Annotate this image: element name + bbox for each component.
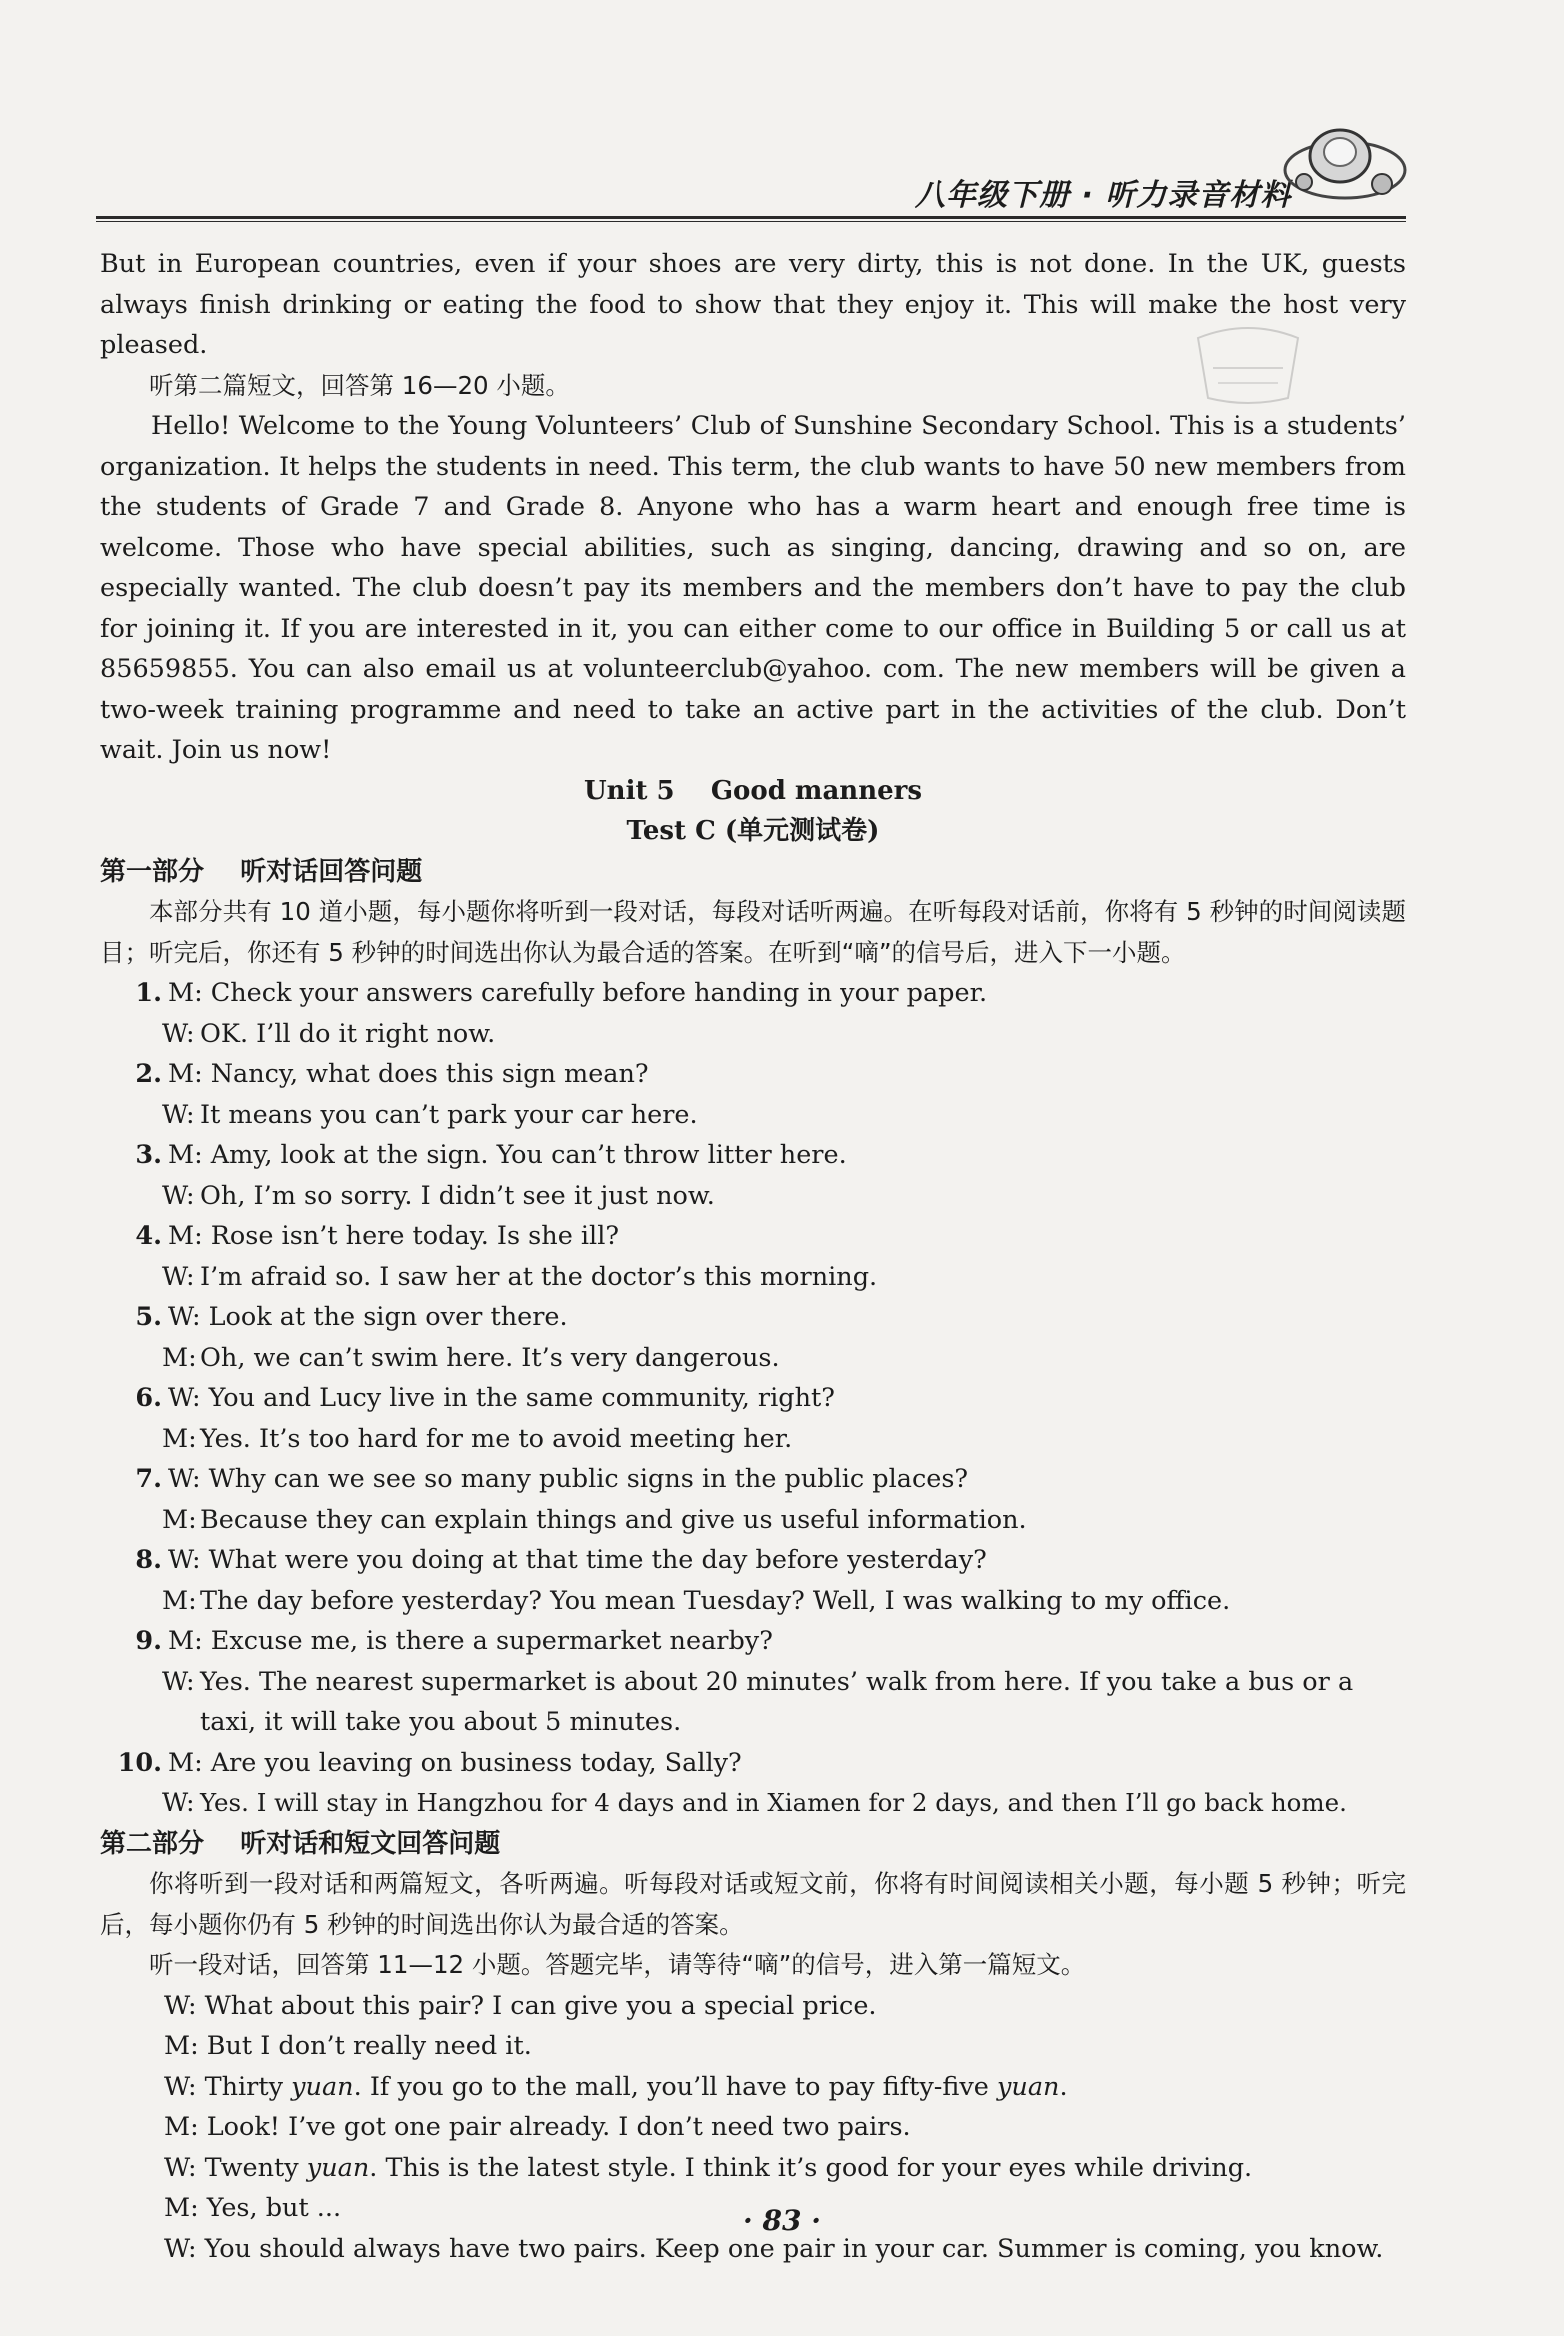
text-italic: yuan (997, 2071, 1060, 2102)
header-rule-thin (96, 221, 1406, 222)
part1-instruction: 本部分共有 10 道小题，每小题你将听到一段对话，每段对话听两遍。在听每段对话前，你将有 5 秒钟的时间阅读题目；听完后，你还有 5 秒钟的时间选出你认为最合适的答案。在听到“嘀”的信号后，进入下一小题。 (100, 897, 1406, 967)
part2-dialogue-instruction: 听一段对话，回答第 11—12 小题。答题完毕，请等待“嘀”的信号，进入第一篇短文。 (149, 1950, 1086, 1979)
list-item (100, 1743, 1406, 1784)
speaker: M: (168, 1059, 203, 1089)
item-number: 9. (135, 1626, 162, 1656)
list-item (100, 1176, 1406, 1217)
dialogue-line: I’m afraid so. I saw her at the doctor’s this morning. (200, 1261, 878, 1292)
dialogue-line: Amy, look at the sign. You can’t throw litter here. (210, 1140, 847, 1170)
list-item (100, 1419, 1406, 1460)
dialogue-line: Are you leaving on business today, Sally? (210, 1747, 742, 1778)
part2-instruction: 你将听到一段对话和两篇短文，各听两遍。听每段对话或短文前，你将有时间阅读相关小题，每小题 5 秒钟；听完后，每小题你仍有 5 秒钟的时间选出你认为最合适的答案。 (100, 1869, 1406, 1939)
dialogue-line: Yes, but ... (206, 2193, 342, 2223)
speaker: M: (168, 978, 203, 1008)
speaker: W: (162, 1666, 195, 1697)
list-item (100, 1459, 1406, 1500)
dialogue-line: Oh, I’m so sorry. I didn’t see it just now. (200, 1180, 715, 1211)
list-item (100, 1054, 1406, 1095)
part1-heading (100, 852, 1406, 893)
speaker: M: (162, 1342, 197, 1373)
text-part: . This is the latest style. I think it’s good for your eyes while driving. (369, 2152, 1253, 2183)
intro-paragraph: But in European countries, even if your shoes are very dirty, this is not done. In the UK, guests always finish drinking or eating the food to show that they enjoy it. This will make the host very pleased. (100, 249, 1406, 360)
speaker: M: (164, 2031, 199, 2061)
dialogue-line: Check your answers carefully before handing in your paper. (210, 978, 988, 1008)
passage2-instruction: 听第二篇短文，回答第 16—20 小题。 (149, 370, 570, 400)
unit-title (100, 771, 1406, 812)
speaker: M: (168, 1747, 203, 1778)
text-part: . (1059, 2071, 1068, 2102)
dialogue-line: Rose isn’t here today. Is she ill? (210, 1221, 620, 1251)
part1-items (100, 973, 1406, 1824)
headphones-logo-icon (1280, 122, 1410, 212)
dialogue-line: OK. I’ll do it right now. (200, 1018, 496, 1049)
dialogue-line: Why can we see so many public signs in the public places? (208, 1464, 969, 1494)
item-number: 3. (135, 1140, 162, 1170)
list-item (164, 1986, 1406, 2027)
list-item (100, 1338, 1406, 1379)
part2-heading-text: 第二部分 听对话和短文回答问题 (100, 1828, 501, 1859)
speaker: W: (164, 2233, 197, 2264)
speaker: M: (168, 1626, 203, 1656)
list-item (100, 1540, 1406, 1581)
list-item (100, 1297, 1406, 1338)
dialogue-line: Yes. I will stay in Hangzhou for 4 days and in Xiamen for 2 days, and then I’ll go back home. (200, 1788, 1347, 1817)
speaker: W: (168, 1383, 201, 1413)
item-number: 5. (135, 1302, 162, 1332)
item-number: 2. (135, 1059, 162, 1089)
test-title: Test C (单元测试卷) (626, 816, 880, 846)
item-number: 8. (135, 1545, 162, 1575)
unit-title-text: Unit 5 Good manners (584, 775, 922, 806)
list-item (100, 1500, 1406, 1541)
speaker: W: (164, 2152, 197, 2183)
dialogue-line: You and Lucy live in the same community, right? (208, 1383, 835, 1413)
text-part: Thirty (204, 2071, 292, 2102)
dialogue-line: Oh, we can’t swim here. It’s very dangerous. (200, 1342, 780, 1373)
speaker: W: (162, 1099, 195, 1130)
part2-heading (100, 1824, 1406, 1865)
dialogue-line (205, 2148, 1406, 2189)
list-item (100, 1783, 1406, 1824)
dialogue-line: Yes. The nearest supermarket is about 20 minutes’ walk from here. If you take a bus or a (200, 1666, 1354, 1697)
speaker: M: (164, 2193, 199, 2223)
item-number: 4. (135, 1221, 162, 1251)
dialogue-line: It means you can’t park your car here. (200, 1099, 698, 1130)
speaker: M: (162, 1585, 197, 1616)
speaker: M: (162, 1504, 197, 1535)
dialogue-line: What about this pair? I can give you a special price. (204, 1990, 877, 2021)
page-number: · 83 · (743, 2204, 821, 2237)
item-number: 7. (135, 1464, 162, 1494)
dialogue-line: Look! I’ve got one pair already. I don’t need two pairs. (206, 2112, 911, 2142)
list-item (100, 1135, 1406, 1176)
dialogue-line: Yes. It’s too hard for me to avoid meeting her. (200, 1423, 793, 1454)
dialogue-line: But I don’t really need it. (206, 2031, 532, 2061)
speaker: W: (168, 1302, 201, 1332)
passage2-text: Hello! Welcome to the Young Volunteers’ Club of Sunshine Secondary School. This is a students’ organization. It helps the students in need. This term, the club wants to have 50 new members from the students of Grade 7 and Grade 8. Anyone who has a warm heart and enough free time is welcome. Those who have special abilities, such as singing, dancing, drawing and so on, are especially wanted. The club doesn’t pay its members and the members don’t have to pay the club for joining it. If you are interested in it, you can either come to our office in Building 5 or call us at 85659855. You can also email us at volunteerclub@yahoo. com. The new members will be given a two-week training programme and need to take an active part in the activities of the club. Don’t wait. Join us now! (100, 411, 1406, 765)
list-item (100, 1257, 1406, 1298)
speaker: W: (168, 1545, 201, 1575)
text-italic: yuan (291, 2071, 354, 2102)
header-rule (96, 216, 1406, 219)
list-item (100, 1216, 1406, 1257)
list-item (100, 973, 1406, 1014)
speaker: M: (162, 1423, 197, 1454)
speaker: M: (168, 1140, 203, 1170)
list-item (100, 1378, 1406, 1419)
text-italic: yuan (306, 2152, 370, 2183)
dialogue-line: Because they can explain things and give us useful information. (200, 1504, 1027, 1535)
dialogue-line-continued: taxi, it will take you about 5 minutes. (200, 1707, 682, 1737)
speaker: W: (162, 1261, 195, 1292)
list-item (100, 1095, 1406, 1136)
list-item (100, 1014, 1406, 1055)
list-item (164, 2026, 1406, 2067)
list-item (100, 1662, 1406, 1703)
list-item (100, 1621, 1406, 1662)
list-item (164, 2148, 1406, 2189)
part1-heading-text: 第一部分 听对话回答问题 (100, 856, 423, 887)
speaker: M: (168, 1221, 203, 1251)
main-content (100, 244, 1406, 2269)
speaker: W: (162, 1180, 195, 1211)
dialogue-line: Nancy, what does this sign mean? (210, 1059, 649, 1089)
dialogue-line: The day before yesterday? You mean Tuesday? Well, I was walking to my office. (200, 1585, 1231, 1616)
list-item (164, 2067, 1406, 2108)
speaker: W: (168, 1464, 201, 1494)
text-part: . If you go to the mall, you’ll have to pay fifty-five (353, 2071, 997, 2102)
speaker: W: (162, 1788, 195, 1818)
speaker: W: (164, 1990, 197, 2021)
dialogue-line: Excuse me, is there a supermarket nearby? (210, 1626, 773, 1656)
item-number: 1. (135, 978, 162, 1008)
dialogue-line: What were you doing at that time the day before yesterday? (208, 1545, 987, 1575)
speaker: W: (162, 1018, 195, 1049)
text-part: Twenty (204, 2152, 307, 2183)
item-number: 6. (135, 1383, 162, 1413)
list-item (164, 2107, 1406, 2148)
header-title: 八年级下册 · 听力录音材料 (915, 178, 1292, 213)
list-item (100, 1581, 1406, 1622)
item-number: 10. (117, 1747, 162, 1778)
dialogue-line: You should always have two pairs. Keep one pair in your car. Summer is coming, you know. (204, 2233, 1384, 2264)
dialogue-line (205, 2067, 1406, 2108)
dialogue-line: Look at the sign over there. (208, 1302, 568, 1332)
speaker: W: (164, 2071, 197, 2102)
speaker: M: (164, 2112, 199, 2142)
